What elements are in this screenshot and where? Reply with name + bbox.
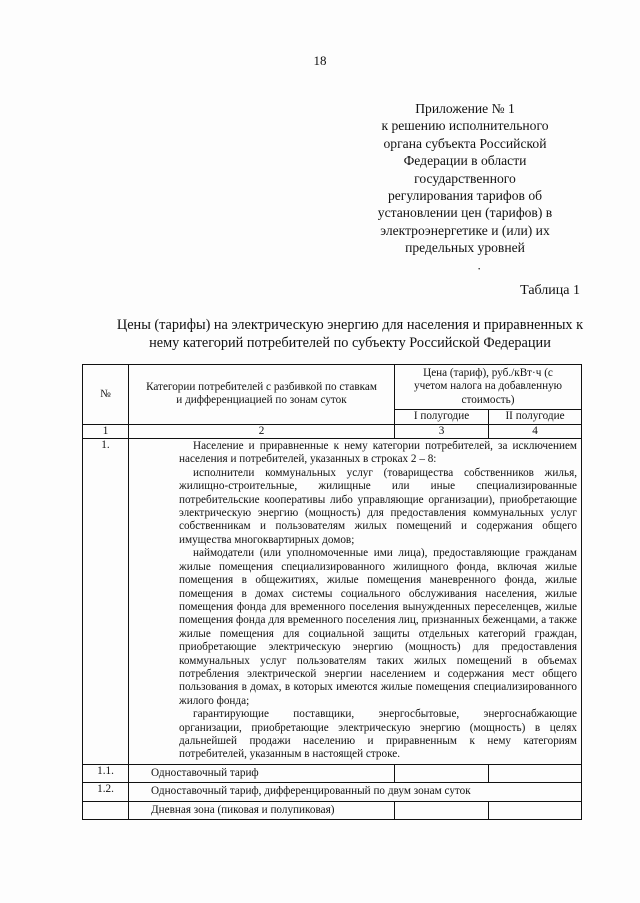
column-number-row — [83, 424, 582, 438]
header-half1: I полугодие — [395, 410, 489, 424]
col-number: 4 — [489, 424, 582, 438]
row-description — [129, 439, 582, 765]
row-paragraph: наймодатели (или уполномоченные ими лица), предоставляющие гражданам жилые помещения специализированного жилищного фонда, включая жилые помещения в общежитиях, жилые помещения маневренного фонда, жилые помещения в домах системы социального обслуживания населения, жилые помещения фонда для временного поселения вынужденных переселенцев, жилые помещения фонда для временного поселения лиц, признанных беженцами, а также жилые помещения для социальной защиты отдельных категорий граждан, приобретающие электрическую энергию (мощность) для предоставления коммунальных услуг пользователям таких жилых помещений в объемах потребления электрической энергии населением и содержания мест общего пользования в домах, в которых имеются жилые помещения специализированного жилого фонда; — [179, 547, 578, 707]
page-number: 18 — [313, 53, 327, 68]
row-paragraph: гарантирующие поставщики, энергосбытовые, энергоснабжающие организации, приобретающие электрическую энергию (мощность) в целях дальнейшей продажи населению и приравненным к нему категориям потребителей, указанным в настоящей строке. — [179, 708, 578, 761]
col-number: 3 — [395, 424, 489, 438]
value-cell — [395, 801, 489, 819]
appendix-line: Федерации в области — [403, 153, 527, 169]
row-label: Дневная зона (пиковая и полупиковая) — [129, 801, 395, 819]
appendix-line: электроэнергетике и (или) их — [380, 222, 550, 238]
header-row — [83, 365, 582, 410]
table-row — [83, 801, 582, 819]
value-cell — [489, 801, 582, 819]
appendix-line: установлении цен (тарифов) в — [377, 205, 553, 221]
appendix-line: государственного — [414, 170, 516, 186]
title-line: нему категорий потребителей по субъекту Российской Федерации — [149, 335, 551, 351]
value-cell — [395, 764, 489, 782]
row-num: 1.2. — [83, 783, 129, 801]
tariff-table — [82, 364, 582, 820]
header-num: № — [83, 365, 129, 425]
table-row — [83, 439, 582, 765]
table-row — [83, 764, 582, 782]
stray-dot: · — [477, 261, 482, 276]
row-paragraph: исполнители коммунальных услуг (товарищества собственников жилья, жилищно-строительные, жилищные или иные специализированные потребительские кооперативы либо управляющие организации), приобретающие электрическую энергию (мощность) для предоставления коммунальных услуг собственникам и пользователям жилых помещений и содержания общего имущества многоквартирных домов; — [179, 466, 578, 546]
header-price: Цена (тариф), руб./кВт·ч (с учетом налога на добавленную стоимость) — [395, 365, 582, 410]
col-number: 2 — [129, 424, 395, 438]
document-title — [100, 316, 600, 352]
row-num: 1.1. — [83, 764, 129, 782]
row-num — [83, 801, 129, 819]
table-row — [83, 783, 582, 801]
col-number: 1 — [83, 424, 129, 438]
table-label: Таблица 1 — [520, 283, 580, 298]
appendix-line: регулирования тарифов об — [387, 188, 543, 204]
appendix-line: органа субъекта Российской — [383, 135, 547, 151]
appendix-line: Приложение № 1 — [415, 101, 515, 116]
row-num: 1. — [83, 439, 129, 765]
header-half2: II полугодие — [489, 410, 582, 424]
appendix-line: к решению исполнительного — [381, 118, 549, 134]
row-label: Одноставочный тариф — [129, 764, 395, 782]
appendix-block — [358, 100, 572, 257]
title-line: Цены (тарифы) на электрическую энергию для населения и приравненных к — [116, 317, 584, 333]
value-cell — [489, 764, 582, 782]
row-label: Одноставочный тариф, дифференцированный по двум зонам суток — [129, 783, 582, 801]
header-categories: Категории потребителей с разбивкой по ставкам и дифференциацией по зонам суток — [129, 365, 395, 425]
row-paragraph: Население и приравненные к нему категории потребителей, за исключением населения и потребителей, указанных в строках 2 – 8: — [179, 440, 578, 466]
appendix-line: предельных уровней — [405, 240, 525, 256]
